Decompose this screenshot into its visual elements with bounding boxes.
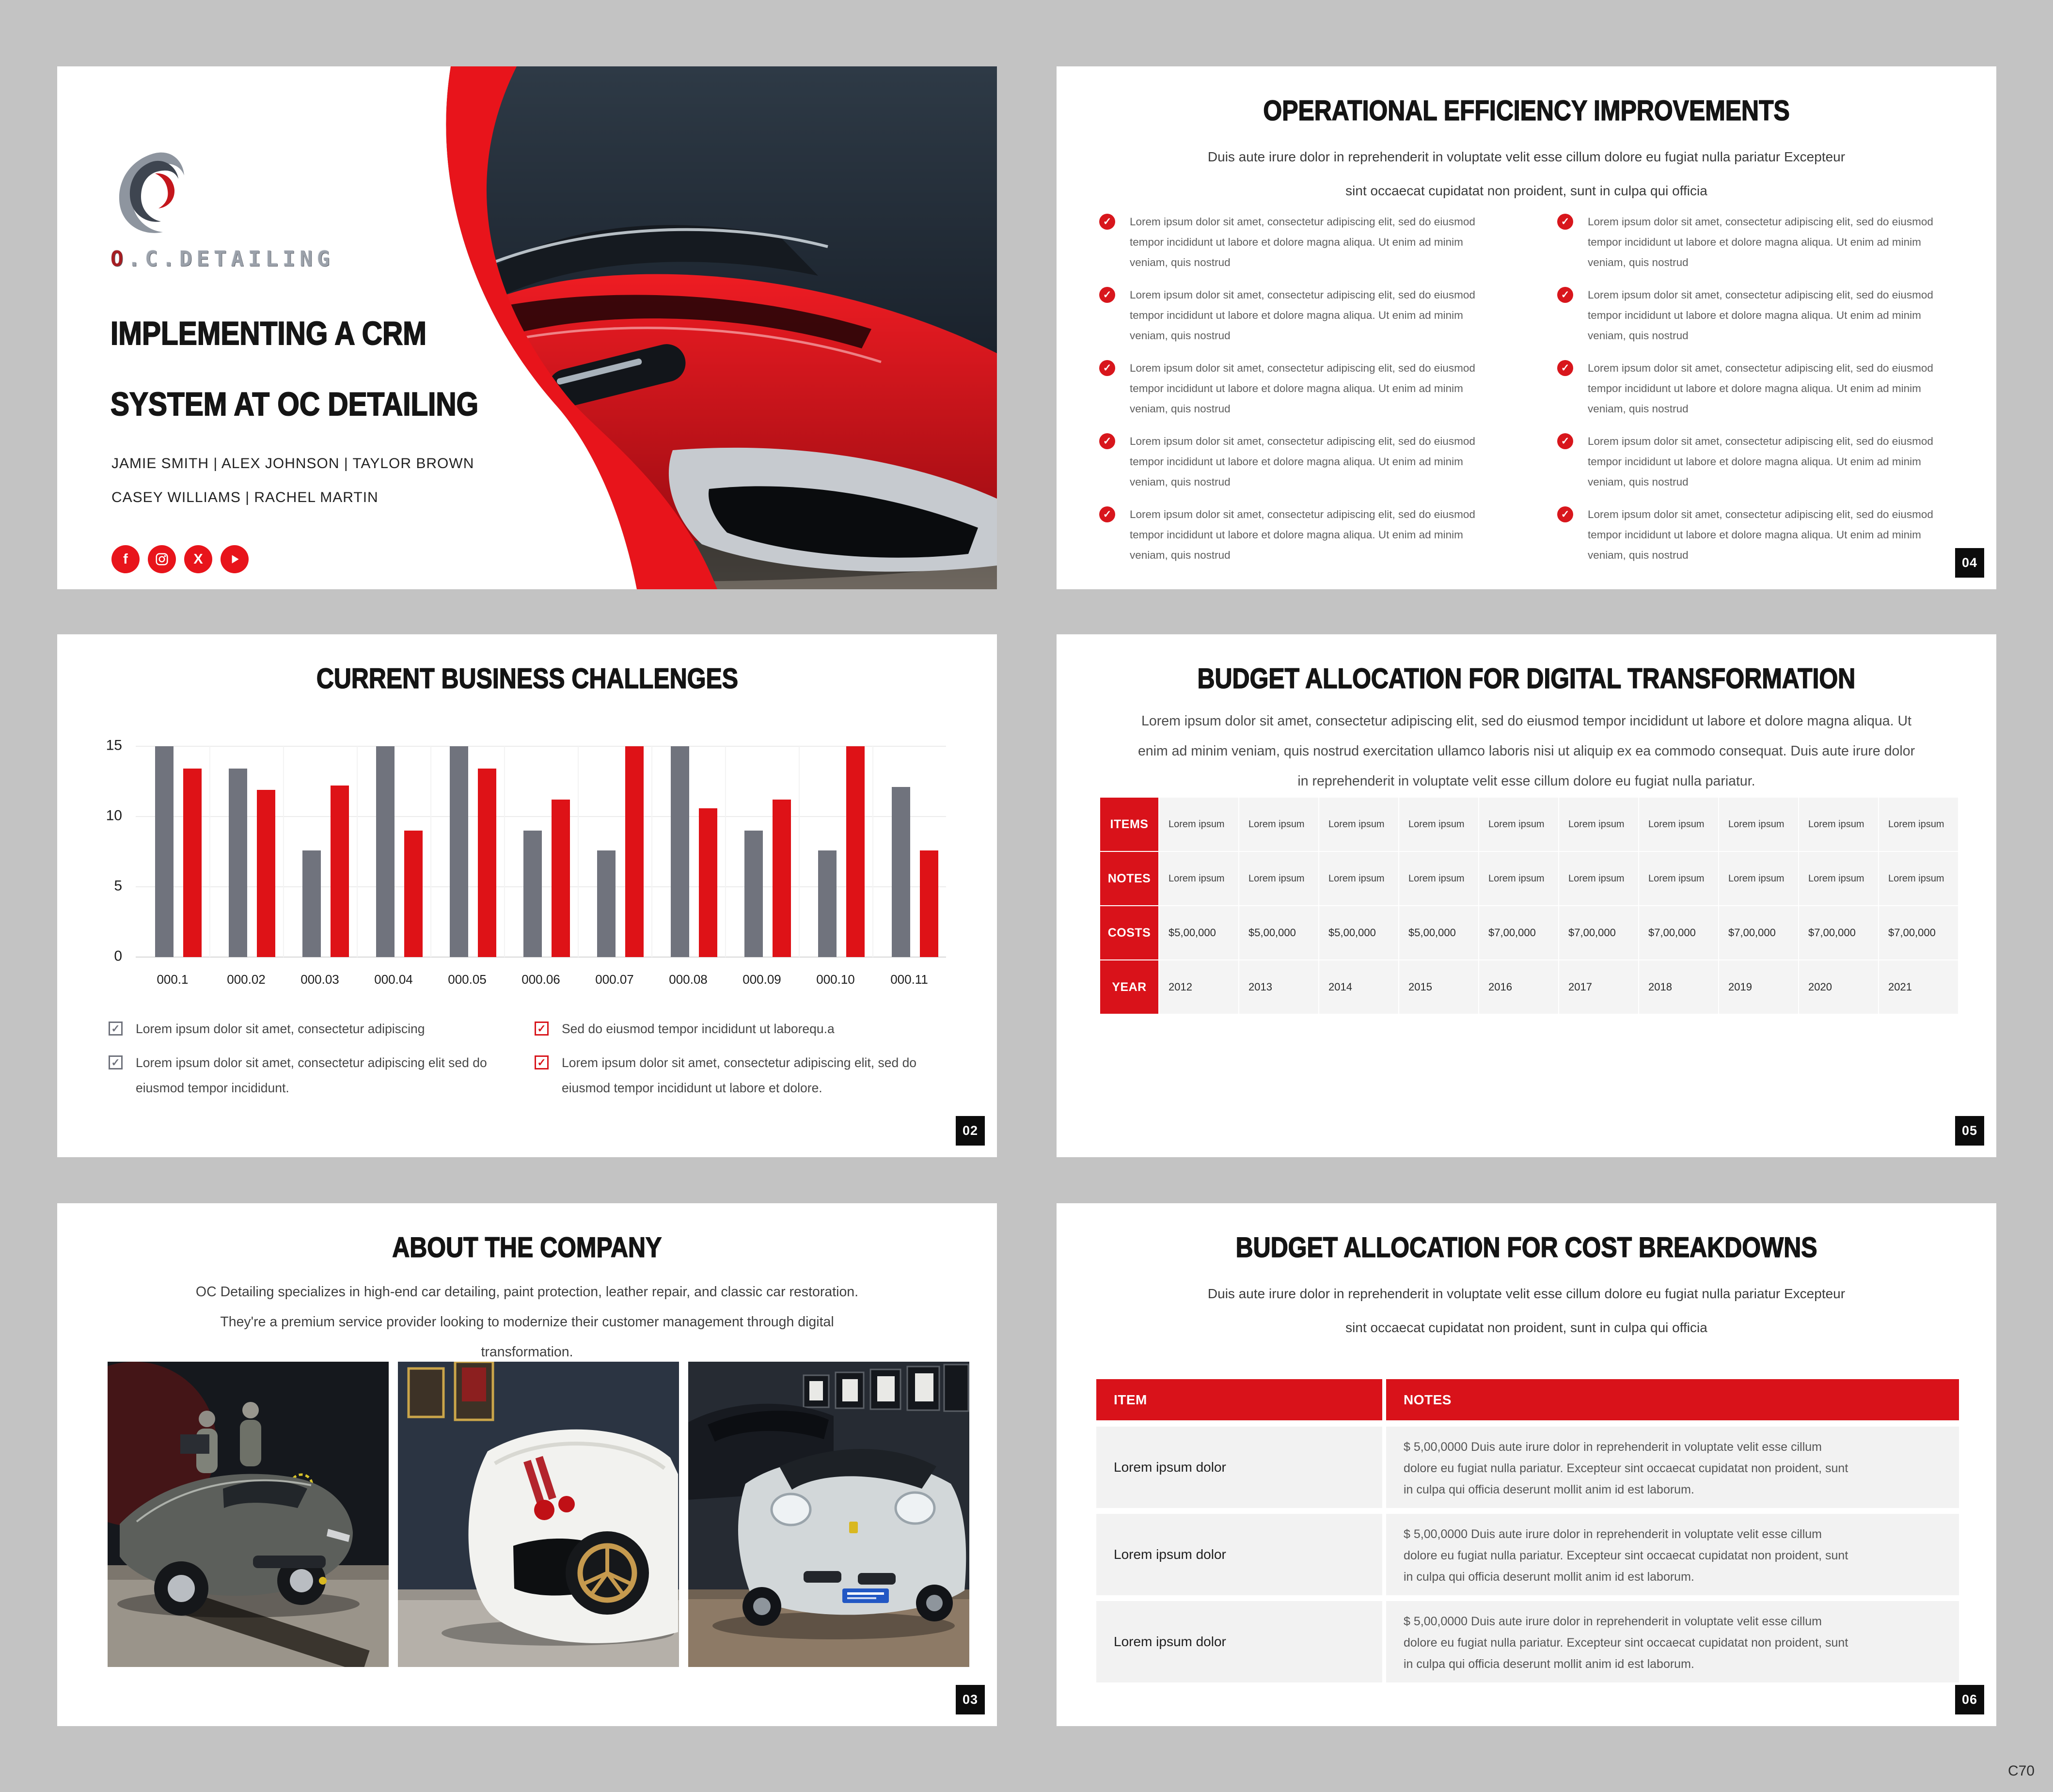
bullet-text: Lorem ipsum dolor sit amet, consectetur adipiscing elit, sed do eiusmod tempor incididunt ut labore et dolore magna aliqua. Ut enim ad minim veniam, quis nostrud — [1588, 216, 1933, 268]
page-number: 05 — [1955, 1116, 1984, 1146]
bullet-grid — [1099, 212, 1964, 578]
slide-cost-breakdowns[interactable] — [1057, 1203, 1996, 1726]
bar-red — [478, 769, 496, 957]
row-header: YEAR — [1100, 960, 1158, 1014]
table-row — [1096, 1514, 1959, 1595]
x-twitter-icon[interactable]: X — [184, 545, 212, 573]
bar-red — [699, 808, 717, 957]
table-cell: 2019 — [1719, 960, 1798, 1014]
checkbox-icon: ✓ — [109, 1055, 123, 1069]
bullet-item — [1099, 212, 1506, 273]
column-header-notes: NOTES — [1386, 1379, 1959, 1420]
bar-red — [183, 769, 202, 957]
page-number: 03 — [956, 1685, 985, 1714]
bar-gray — [229, 769, 247, 957]
table-row — [1100, 798, 1958, 851]
gridline-vertical — [651, 746, 652, 957]
check-circle-icon: ✓ — [1557, 214, 1573, 230]
bullet-item — [1099, 504, 1506, 566]
y-axis-tick: 10 — [106, 807, 122, 824]
gridline-vertical — [209, 746, 210, 957]
bar-red — [846, 746, 865, 957]
slide-business-challenges[interactable] — [57, 634, 997, 1157]
table-cell: Lorem ipsum — [1639, 798, 1718, 851]
checklist-item — [535, 1050, 961, 1100]
bullet-text: Lorem ipsum dolor sit amet, consectetur adipiscing elit, sed do eiusmod tempor incididunt ut labore et dolore magna aliqua. Ut enim ad minim veniam, quis nostrud — [1130, 289, 1475, 342]
bullet-item — [1099, 358, 1506, 419]
table-cell: Lorem ipsum — [1639, 852, 1718, 905]
bullet-item — [1557, 285, 1964, 346]
table-row — [1100, 960, 1958, 1014]
gridline-vertical — [357, 746, 358, 957]
cost-table — [1096, 1379, 1959, 1688]
slide-title: CURRENT BUSINESS CHALLENGES — [316, 663, 738, 694]
table-cell: $5,00,000 — [1239, 906, 1318, 959]
column-header-item: ITEM — [1096, 1379, 1382, 1420]
y-axis-tick: 0 — [114, 948, 122, 964]
slide-intro: Lorem ipsum dolor sit amet, consectetur adipiscing elit, sed do eiusmod tempor incididunt ut labore et dolore magna aliqua. Ut enim ad minim veniam, quis nostrud exercitation ullamco laboris nisi ut aliquip ex ea commodo consequat. Duis aute irure dolor in reprehenderit in voluptate velit esse cillum dolore eu fugiat nulla pariatur. — [1137, 713, 1915, 789]
bullet-text: Lorem ipsum dolor sit amet, consectetur adipiscing elit, sed do eiusmod tempor incididunt ut labore et dolore magna aliqua. Ut enim ad minim veniam, quis nostrud — [1588, 508, 1933, 561]
bar-gray — [597, 850, 616, 957]
checklist-text: Lorem ipsum dolor sit amet, consectetur adipiscing elit sed do eiusmod tempor incididunt. — [136, 1055, 487, 1095]
instagram-icon[interactable] — [148, 545, 176, 573]
watermark: C70 — [2007, 1763, 2035, 1779]
checklist-left — [109, 1016, 491, 1109]
check-circle-icon: ✓ — [1099, 433, 1115, 449]
table-cell: $7,00,000 — [1639, 906, 1718, 959]
page-number: 02 — [956, 1116, 985, 1146]
cost-table-body — [1096, 1427, 1959, 1682]
gridline-vertical — [430, 746, 431, 957]
table-row — [1100, 852, 1958, 905]
y-axis-tick: 5 — [114, 878, 122, 894]
bullet-item — [1099, 285, 1506, 346]
table-cell: Lorem ipsum — [1239, 798, 1318, 851]
gridline — [136, 746, 946, 747]
company-logo-text: O.C.DETAILING — [111, 247, 334, 271]
bar-chart-plot — [106, 737, 946, 987]
table-cell: $7,00,000 — [1879, 906, 1958, 959]
bullet-item — [1557, 212, 1964, 273]
x-axis-label: 000.04 — [374, 972, 413, 987]
check-circle-icon: ✓ — [1099, 214, 1115, 230]
slide-title-page[interactable] — [57, 66, 997, 589]
table-cell: 2018 — [1639, 960, 1718, 1014]
bar-gray — [376, 746, 395, 957]
slide-title: BUDGET ALLOCATION FOR COST BREAKDOWNS — [1235, 1232, 1817, 1263]
table-cell: 2017 — [1559, 960, 1638, 1014]
company-description: OC Detailing specializes in high-end car detailing, paint protection, leather repair, and classic car restoration. They're a premium service provider looking to modernize their customer management through digital transformation. — [195, 1284, 859, 1360]
bar-gray — [818, 850, 837, 957]
bullet-text: Lorem ipsum dolor sit amet, consectetur adipiscing elit, sed do eiusmod tempor incididunt ut labore et dolore magna aliqua. Ut enim ad minim veniam, quis nostrud — [1130, 362, 1475, 415]
slide-title: ABOUT THE COMPANY — [392, 1232, 662, 1263]
gridline-vertical — [799, 746, 800, 957]
x-axis-label: 000.08 — [669, 972, 708, 987]
table-cell: Lorem ipsum — [1319, 852, 1398, 905]
slide-subtitle: Duis aute irure dolor in reprehenderit in voluptate velit esse cillum dolore eu fugiat nulla pariatur Excepteur sint occaecat cupidatat non proident, sunt in culpa qui officia — [1207, 149, 1846, 198]
gridline-vertical — [578, 746, 579, 957]
bar-red — [625, 746, 644, 957]
check-circle-icon: ✓ — [1557, 360, 1573, 376]
x-axis-label: 000.06 — [521, 972, 560, 987]
item-cell: Lorem ipsum dolor — [1096, 1427, 1382, 1508]
note-cell: $ 5,00,0000 Duis aute irure dolor in reprehenderit in voluptate velit esse cillum dolore eu fugiat nulla pariatur. Excepteur sint occaecat cupidatat non proident, sunt in culpa qui officia deserunt mollit anim id est laborum. — [1386, 1514, 1959, 1595]
photo-grey-sportscar-detailing-studio — [108, 1362, 389, 1667]
item-cell: Lorem ipsum dolor — [1096, 1514, 1382, 1595]
table-cell: Lorem ipsum — [1879, 798, 1958, 851]
checklist-item — [109, 1050, 491, 1100]
table-cell: Lorem ipsum — [1479, 852, 1558, 905]
bar-gray — [744, 831, 763, 957]
gridline-vertical — [504, 746, 505, 957]
bar-gray — [302, 850, 321, 957]
bar-gray — [155, 746, 174, 957]
x-axis-label: 000.1 — [157, 972, 189, 987]
table-cell: Lorem ipsum — [1719, 852, 1798, 905]
gridline-vertical — [725, 746, 726, 957]
table-cell: Lorem ipsum — [1559, 852, 1638, 905]
check-circle-icon: ✓ — [1099, 360, 1115, 376]
table-cell: $5,00,000 — [1319, 906, 1398, 959]
table-cell: $7,00,000 — [1559, 906, 1638, 959]
gridline-vertical — [872, 746, 873, 957]
bar-red — [257, 790, 275, 957]
checklist-text: Lorem ipsum dolor sit amet, consectetur adipiscing elit, sed do eiusmod tempor incididunt ut labore et dolore. — [562, 1055, 917, 1095]
table-cell: 2013 — [1239, 960, 1318, 1014]
photo-white-ferrari-rear-garage — [398, 1362, 679, 1667]
table-row — [1096, 1427, 1959, 1508]
bullet-text: Lorem ipsum dolor sit amet, consectetur adipiscing elit, sed do eiusmod tempor incididunt ut labore et dolore magna aliqua. Ut enim ad minim veniam, quis nostrud — [1588, 289, 1933, 342]
bullet-text: Lorem ipsum dolor sit amet, consectetur adipiscing elit, sed do eiusmod tempor incididunt ut labore et dolore magna aliqua. Ut enim ad minim veniam, quis nostrud — [1588, 435, 1933, 488]
x-axis-label: 000.09 — [742, 972, 781, 987]
x-axis-label: 000.07 — [595, 972, 634, 987]
presentation-title: IMPLEMENTING A CRM SYSTEM AT OC DETAILING — [111, 315, 479, 423]
table-cell: 2021 — [1879, 960, 1958, 1014]
table-cell: Lorem ipsum — [1479, 798, 1558, 851]
item-cell: Lorem ipsum dolor — [1096, 1601, 1382, 1682]
photo-strip — [108, 1362, 969, 1667]
page-number: 04 — [1955, 548, 1984, 578]
slide-operational-efficiency[interactable] — [1057, 66, 1996, 589]
checklist-text: Sed do eiusmod tempor incididunt ut laborequ.a — [562, 1022, 835, 1036]
bar-red — [773, 800, 791, 957]
bullet-item — [1557, 431, 1964, 492]
x-axis-label: 000.05 — [448, 972, 487, 987]
table-cell: Lorem ipsum — [1719, 798, 1798, 851]
x-axis-label: 000.03 — [300, 972, 339, 987]
table-cell: 2012 — [1159, 960, 1238, 1014]
x-axis-label: 000.10 — [816, 972, 855, 987]
slide-title: OPERATIONAL EFFICIENCY IMPROVEMENTS — [1263, 95, 1790, 126]
table-cell: 2020 — [1799, 960, 1878, 1014]
x-axis-label: 000.02 — [227, 972, 266, 987]
cost-table-header — [1096, 1379, 1959, 1420]
bullet-item — [1557, 504, 1964, 566]
row-header: NOTES — [1100, 852, 1158, 905]
bullet-item — [1099, 431, 1506, 492]
x-axis-label: 000.11 — [890, 972, 928, 987]
row-header: ITEMS — [1100, 798, 1158, 851]
check-circle-icon: ✓ — [1557, 433, 1573, 449]
check-circle-icon: ✓ — [1099, 506, 1115, 522]
checklist-item — [109, 1016, 491, 1041]
table-cell: $5,00,000 — [1399, 906, 1478, 959]
table-cell: 2015 — [1399, 960, 1478, 1014]
photo-grey-porsche-911-showroom — [688, 1362, 969, 1667]
facebook-icon[interactable]: f — [111, 545, 140, 573]
bar-red — [404, 831, 423, 957]
table-cell: $7,00,000 — [1479, 906, 1558, 959]
slide-subtitle: Duis aute irure dolor in reprehenderit in voluptate velit esse cillum dolore eu fugiat nulla pariatur Excepteur sint occaecat cupidatat non proident, sunt in culpa qui officia — [1207, 1286, 1846, 1335]
bullet-text: Lorem ipsum dolor sit amet, consectetur adipiscing elit, sed do eiusmod tempor incididunt ut labore et dolore magna aliqua. Ut enim ad minim veniam, quis nostrud — [1130, 508, 1475, 561]
budget-table — [1100, 798, 1958, 1015]
bar-gray — [892, 787, 910, 957]
table-cell: Lorem ipsum — [1799, 852, 1878, 905]
checkbox-icon: ✓ — [535, 1055, 549, 1069]
bar-gray — [671, 746, 689, 957]
y-axis-tick: 15 — [106, 737, 122, 754]
table-row — [1096, 1601, 1959, 1682]
table-cell: $7,00,000 — [1719, 906, 1798, 959]
bullet-text: Lorem ipsum dolor sit amet, consectetur adipiscing elit, sed do eiusmod tempor incididunt ut labore et dolore magna aliqua. Ut enim ad minim veniam, quis nostrud — [1130, 435, 1475, 488]
bar-gray — [523, 831, 542, 957]
slide-title: BUDGET ALLOCATION FOR DIGITAL TRANSFORMATION — [1197, 663, 1856, 694]
table-cell: 2016 — [1479, 960, 1558, 1014]
table-row — [1100, 906, 1958, 959]
table-cell: Lorem ipsum — [1799, 798, 1878, 851]
slide-budget-transformation[interactable] — [1057, 634, 1996, 1157]
table-cell: Lorem ipsum — [1319, 798, 1398, 851]
checklist-right — [535, 1016, 961, 1109]
table-cell: $7,00,000 — [1799, 906, 1878, 959]
bullet-item — [1557, 358, 1964, 419]
page-number: 06 — [1955, 1685, 1984, 1714]
table-cell: Lorem ipsum — [1879, 852, 1958, 905]
checklist-item — [535, 1016, 961, 1041]
gridline-vertical — [283, 746, 284, 957]
social-links — [111, 545, 249, 573]
note-cell: $ 5,00,0000 Duis aute irure dolor in reprehenderit in voluptate velit esse cillum dolore eu fugiat nulla pariatur. Excepteur sint occaecat cupidatat non proident, sunt in culpa qui officia deserunt mollit anim id est laborum. — [1386, 1427, 1959, 1508]
check-circle-icon: ✓ — [1557, 506, 1573, 522]
company-logo-swirl-icon — [115, 151, 188, 236]
checklist-text: Lorem ipsum dolor sit amet, consectetur adipiscing — [136, 1022, 425, 1036]
youtube-icon[interactable] — [221, 545, 249, 573]
row-header: COSTS — [1100, 906, 1158, 959]
note-cell: $ 5,00,0000 Duis aute irure dolor in reprehenderit in voluptate velit esse cillum dolore eu fugiat nulla pariatur. Excepteur sint occaecat cupidatat non proident, sunt in culpa qui officia deserunt mollit anim id est laborum. — [1386, 1601, 1959, 1682]
check-circle-icon: ✓ — [1099, 287, 1115, 303]
bullet-text: Lorem ipsum dolor sit amet, consectetur adipiscing elit, sed do eiusmod tempor incididunt ut labore et dolore magna aliqua. Ut enim ad minim veniam, quis nostrud — [1130, 216, 1475, 268]
table-cell: Lorem ipsum — [1399, 798, 1478, 851]
table-cell: Lorem ipsum — [1399, 852, 1478, 905]
table-cell: Lorem ipsum — [1559, 798, 1638, 851]
table-cell: $5,00,000 — [1159, 906, 1238, 959]
bar-red — [552, 800, 570, 957]
authors: JAMIE SMITH | ALEX JOHNSON | TAYLOR BROWN CASEY WILLIAMS | RACHEL MARTIN — [111, 456, 474, 505]
table-cell: 2014 — [1319, 960, 1398, 1014]
table-cell: Lorem ipsum — [1239, 852, 1318, 905]
bar-red — [331, 786, 349, 957]
slide-about-company[interactable] — [57, 1203, 997, 1726]
table-cell: Lorem ipsum — [1159, 852, 1238, 905]
bullet-text: Lorem ipsum dolor sit amet, consectetur adipiscing elit, sed do eiusmod tempor incididunt ut labore et dolore magna aliqua. Ut enim ad minim veniam, quis nostrud — [1588, 362, 1933, 415]
checkbox-icon: ✓ — [109, 1022, 123, 1036]
bar-red — [920, 850, 938, 957]
bar-gray — [450, 746, 468, 957]
check-circle-icon: ✓ — [1557, 287, 1573, 303]
table-cell: Lorem ipsum — [1159, 798, 1238, 851]
checkbox-icon: ✓ — [535, 1022, 549, 1036]
